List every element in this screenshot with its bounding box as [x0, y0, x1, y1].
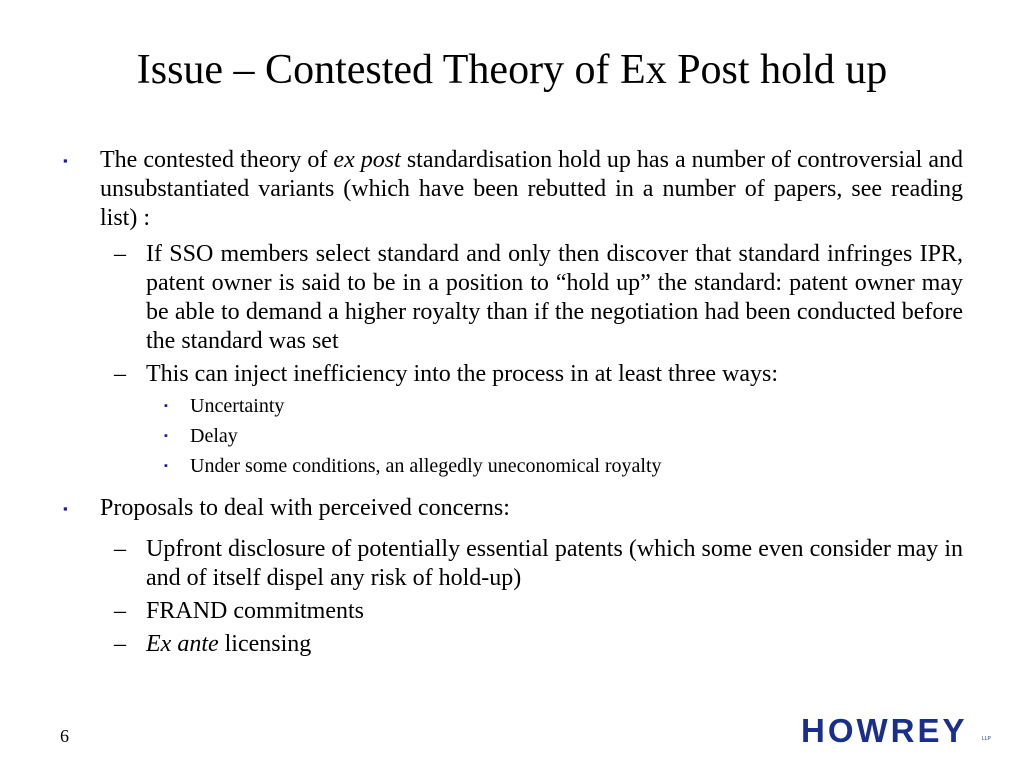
sub-item-hold-up-definition [60, 240, 963, 356]
sub-item-text: FRAND commitments [146, 598, 365, 624]
square-bullet-icon: ▪ [164, 400, 168, 412]
square-bullet-icon: ▪ [63, 153, 68, 168]
sub-item-text: If SSO members select standard and only then discover that standard infringes IPR, patent owner is said to be in a position to “hold up” the standard: patent owner may be able to demand a higher royalty than if the negotiation had been conducted before the standard was set [146, 241, 963, 354]
sub-sub-item-delay [60, 423, 963, 449]
howrey-logo: HOWREY [801, 712, 968, 749]
dash-marker: – [114, 598, 126, 624]
sub-sub-item-uncertainty [60, 393, 963, 419]
page-number: 6 [60, 726, 69, 746]
dash-marker: – [114, 536, 126, 562]
bullet-2-text: Proposals to deal with perceived concerns: [100, 495, 510, 521]
bullet-1-text-start: The contested theory of [100, 147, 334, 173]
logo-suffix: LLP [982, 736, 991, 742]
dash-marker: – [114, 361, 126, 387]
dash-marker: – [114, 631, 126, 657]
square-bullet-icon: ▪ [164, 460, 168, 472]
slide-body [60, 146, 963, 659]
sub-item-text: Upfront disclosure of potentially essential patents (which some even consider may in and of itself dispel any risk of hold-up) [146, 536, 963, 591]
dash-marker: – [114, 241, 126, 267]
square-bullet-icon: ▪ [63, 501, 68, 516]
slide-title: Issue – Contested Theory of Ex Post hold up [136, 47, 888, 93]
sub-item-frand [60, 597, 963, 626]
sub-item-upfront-disclosure [60, 535, 963, 593]
square-bullet-icon: ▪ [164, 430, 168, 442]
bullet-item-2 [60, 494, 963, 523]
sub-sub-item-text: Under some conditions, an allegedly uneconomical royalty [190, 455, 662, 477]
sub-item-inefficiency [60, 360, 963, 389]
sub-item-text: This can inject inefficiency into the process in at least three ways: [146, 361, 779, 387]
bullet-item-1 [60, 146, 963, 233]
sub-item-emphasis: Ex ante [146, 631, 219, 657]
sub-sub-item-text: Uncertainty [190, 395, 285, 417]
bullet-1-text-end: standardisation hold up has a number of controversial and unsubstantiated variants (which have been rebutted in a number of papers, see reading list) : [100, 147, 964, 231]
bullet-1-emphasis: ex post [333, 147, 401, 173]
sub-sub-item-text: Delay [190, 425, 238, 447]
sub-item-text: licensing [218, 631, 312, 657]
sub-item-ex-ante [60, 630, 963, 659]
sub-sub-item-royalty [60, 453, 963, 479]
